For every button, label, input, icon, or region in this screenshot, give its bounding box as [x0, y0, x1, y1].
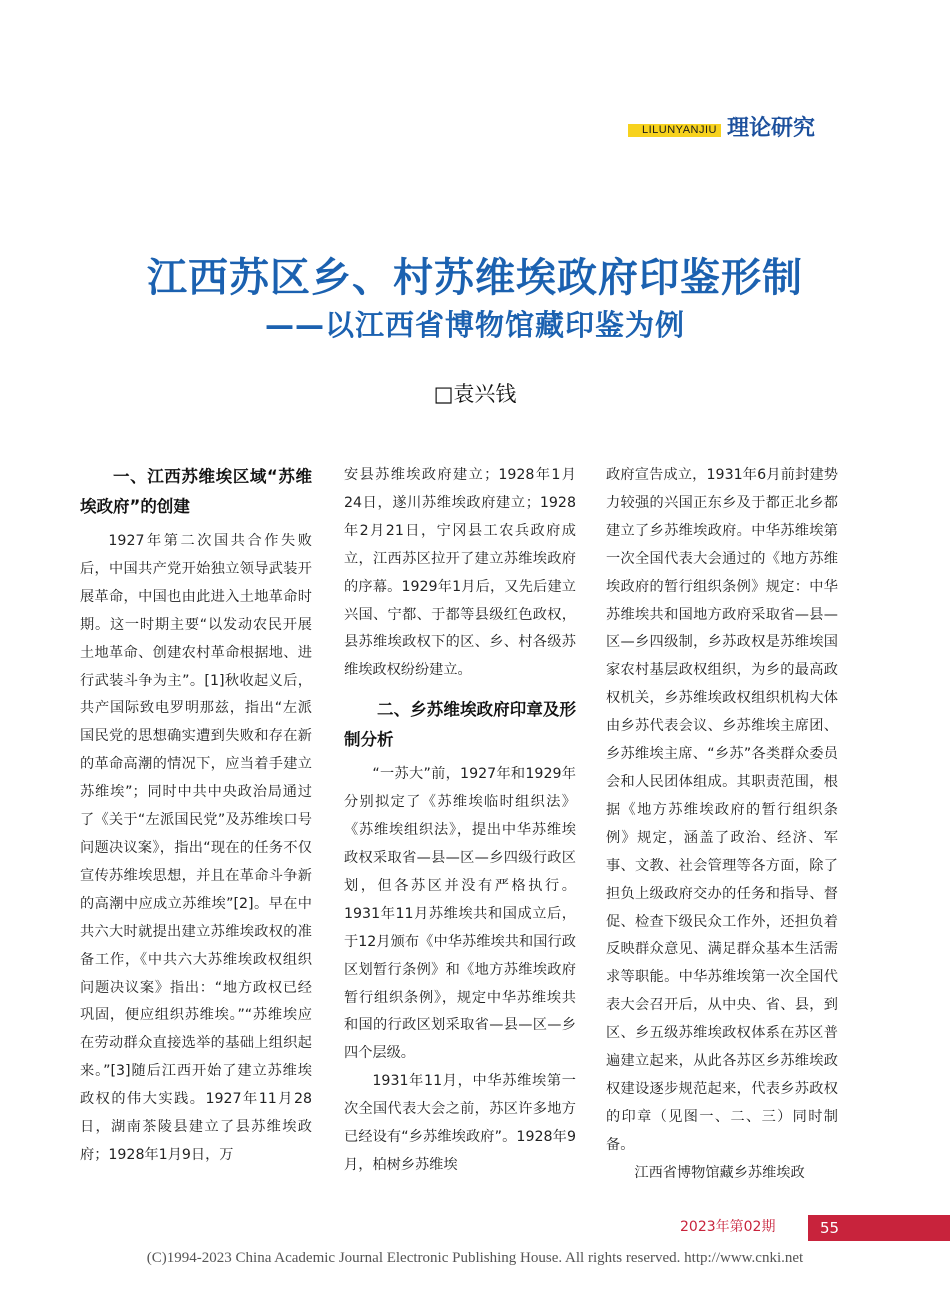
article-title: 江西苏区乡、村苏维埃政府印鉴形制 [147, 255, 803, 301]
page-number: 55 [808, 1215, 950, 1241]
paragraph: 1931年11月，中华苏维埃第一次全国代表大会之前，苏区许多地方已经设有“乡苏维埃政府”。1928年9月，柏树乡苏维埃 [344, 1073, 576, 1173]
text-column-1 [80, 462, 312, 1170]
copyright-notice: (C)1994-2023 China Academic Journal Electronic Publishing House. All rights reserved. http://www.cnki.net [146, 1250, 804, 1266]
section-latin-label: LILUNYANJIU [628, 124, 721, 137]
section-title: 理论研究 [726, 115, 815, 141]
paragraph: “一苏大”前，1927年和1929年分别拟定了《苏维埃临时组织法》《苏维埃组织法》，提出中华苏维埃政权采取省—县—区—乡四级行政区划，但各苏区并没有严格执行。1931年11月苏维埃共和国成立后，于12月颁布《中华苏维埃共和国行政区划暂行条例》和《地方苏维埃政府暂行组织条例》，规定中华苏维埃共和国的行政区划采取省—县—区—乡四个层级。 [344, 766, 576, 1062]
text-column-3 [606, 462, 838, 1188]
section-heading-2: 二、乡苏维埃政府印章及形制分析 [344, 700, 576, 750]
section-header [628, 112, 815, 140]
paragraph: 政府宣告成立，1931年6月前封建势力较强的兴国正东乡及于都正北乡都建立了乡苏维埃政府。中华苏维埃第一次全国代表大会通过的《地方苏维埃政府的暂行组织条例》规定：中华苏维埃共和国地方政府采取省—县—区—乡四级制，乡苏政权是苏维埃国家农村基层政权组织，为乡的最高政权机关，乡苏维埃政权组织机构大体由乡苏代表会议、乡苏维埃主席团、乡苏维埃主席、“乡苏”各类群众委员会和人民团体组成。其职责范围，根据《地方苏维埃政府的暂行组织条例》规定，涵盖了政治、经济、军事、文教、社会管理等各方面，除了担负上级政府交办的任务和指导、督促、检查下级民众工作外，还担负着反映群众意见、满足群众基本生活需求等职能。中华苏维埃第一次全国代表大会召开后，从中央、省、县，到区、乡五级苏维埃政权体系在苏区普遍建立起来，从此各苏区乡苏维埃政权建设逐步规范起来，代表乡苏政权的印章（见图一、二、三）同时制备。 [606, 467, 838, 1153]
issue-label: 2023年第02期 [680, 1219, 776, 1235]
paragraph: 安县苏维埃政府建立；1928年1月24日，遂川苏维埃政府建立；1928年2月21日，宁冈县工农兵政府成立，江西苏区拉开了建立苏维埃政府的序幕。1929年1月后，又先后建立兴国、宁都、于都等县级红色政权，县苏维埃政权下的区、乡、村各级苏维埃政权纷纷建立。 [344, 467, 576, 679]
article-author: □袁兴钱 [433, 382, 517, 406]
text-column-2 [344, 462, 576, 1180]
paragraph: 江西省博物馆藏乡苏维埃政 [634, 1164, 805, 1181]
paragraph: 1927年第二次国共合作失败后，中国共产党开始独立领导武装开展革命，中国也由此进入土地革命时期。这一时期主要“以发动农民开展土地革命、创建农村革命根据地、进行武装斗争为主”。[1]秋收起义后，共产国际致电罗明那兹，指出“左派国民党的思想确实遭到失败和存在新的革命高潮的情况下，应当着手建立苏维埃”；同时中共中央政治局通过了《关于“左派国民党”及苏维埃口号问题决议案》，指出“现在的任务不仅宣传苏维埃思想，并且在革命斗争新的高潮中应成立苏维埃”[2]。早在中共六大时就提出建立苏维埃政权的准备工作，《中共六大苏维埃政权组织问题决议案》指出：“地方政权已经巩固，便应组织苏维埃。”“苏维埃应在劳动群众直接选举的基础上组织起来。”[3]随后江西开始了建立苏维埃政权的伟大实践。1927年11月28日，湖南茶陵县建立了县苏维埃政府；1928年1月9日，万 [80, 533, 312, 1163]
section-heading-1: 一、江西苏维埃区域“苏维埃政府”的创建 [80, 467, 312, 516]
article-subtitle: ——以江西省博物馆藏印鉴为例 [264, 308, 685, 342]
